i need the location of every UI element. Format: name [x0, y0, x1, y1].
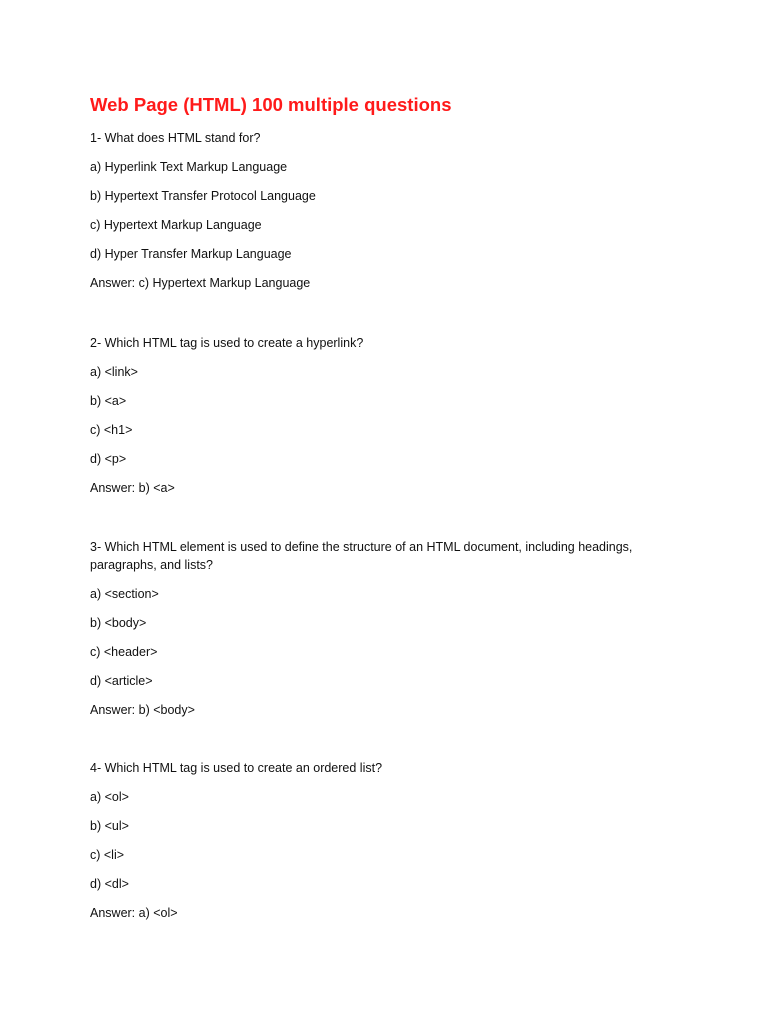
question-text: 3- Which HTML element is used to define the structure of an HTML document, including headings, paragraphs, and lists?	[90, 540, 633, 572]
answer-option: b) <body>	[90, 616, 147, 630]
question-text: 1- What does HTML stand for?	[90, 131, 261, 145]
answer-option: d) <p>	[90, 452, 127, 466]
answer-option: b) Hypertext Transfer Protocol Language	[90, 189, 316, 203]
question-block	[90, 538, 680, 719]
answer-option: a) <section>	[90, 587, 159, 601]
question-text: 4- Which HTML tag is used to create an ordered list?	[90, 761, 383, 775]
question-block	[90, 334, 680, 497]
answer-option: c) <li>	[90, 848, 125, 862]
answer-option: d) <dl>	[90, 877, 129, 891]
answer-option: a) Hyperlink Text Markup Language	[90, 160, 288, 174]
answer-key: Answer: c) Hypertext Markup Language	[90, 276, 311, 290]
answer-option: d) <article>	[90, 674, 153, 688]
answer-option: b) <ul>	[90, 819, 129, 833]
question-block	[90, 129, 680, 292]
answer-option: d) Hyper Transfer Markup Language	[90, 247, 292, 261]
answer-key: Answer: b) <a>	[90, 481, 175, 495]
answer-option: c) Hypertext Markup Language	[90, 218, 262, 232]
answer-key: Answer: b) <body>	[90, 703, 195, 717]
answer-option: c) <h1>	[90, 423, 133, 437]
answer-option: c) <header>	[90, 645, 158, 659]
answer-option: a) <ol>	[90, 790, 129, 804]
answer-option: b) <a>	[90, 394, 127, 408]
question-block	[90, 759, 680, 922]
question-text: 2- Which HTML tag is used to create a hyperlink?	[90, 336, 364, 350]
answer-option: a) <link>	[90, 365, 138, 379]
document-title: Web Page (HTML) 100 multiple questions	[90, 94, 452, 115]
answer-key: Answer: a) <ol>	[90, 906, 178, 920]
